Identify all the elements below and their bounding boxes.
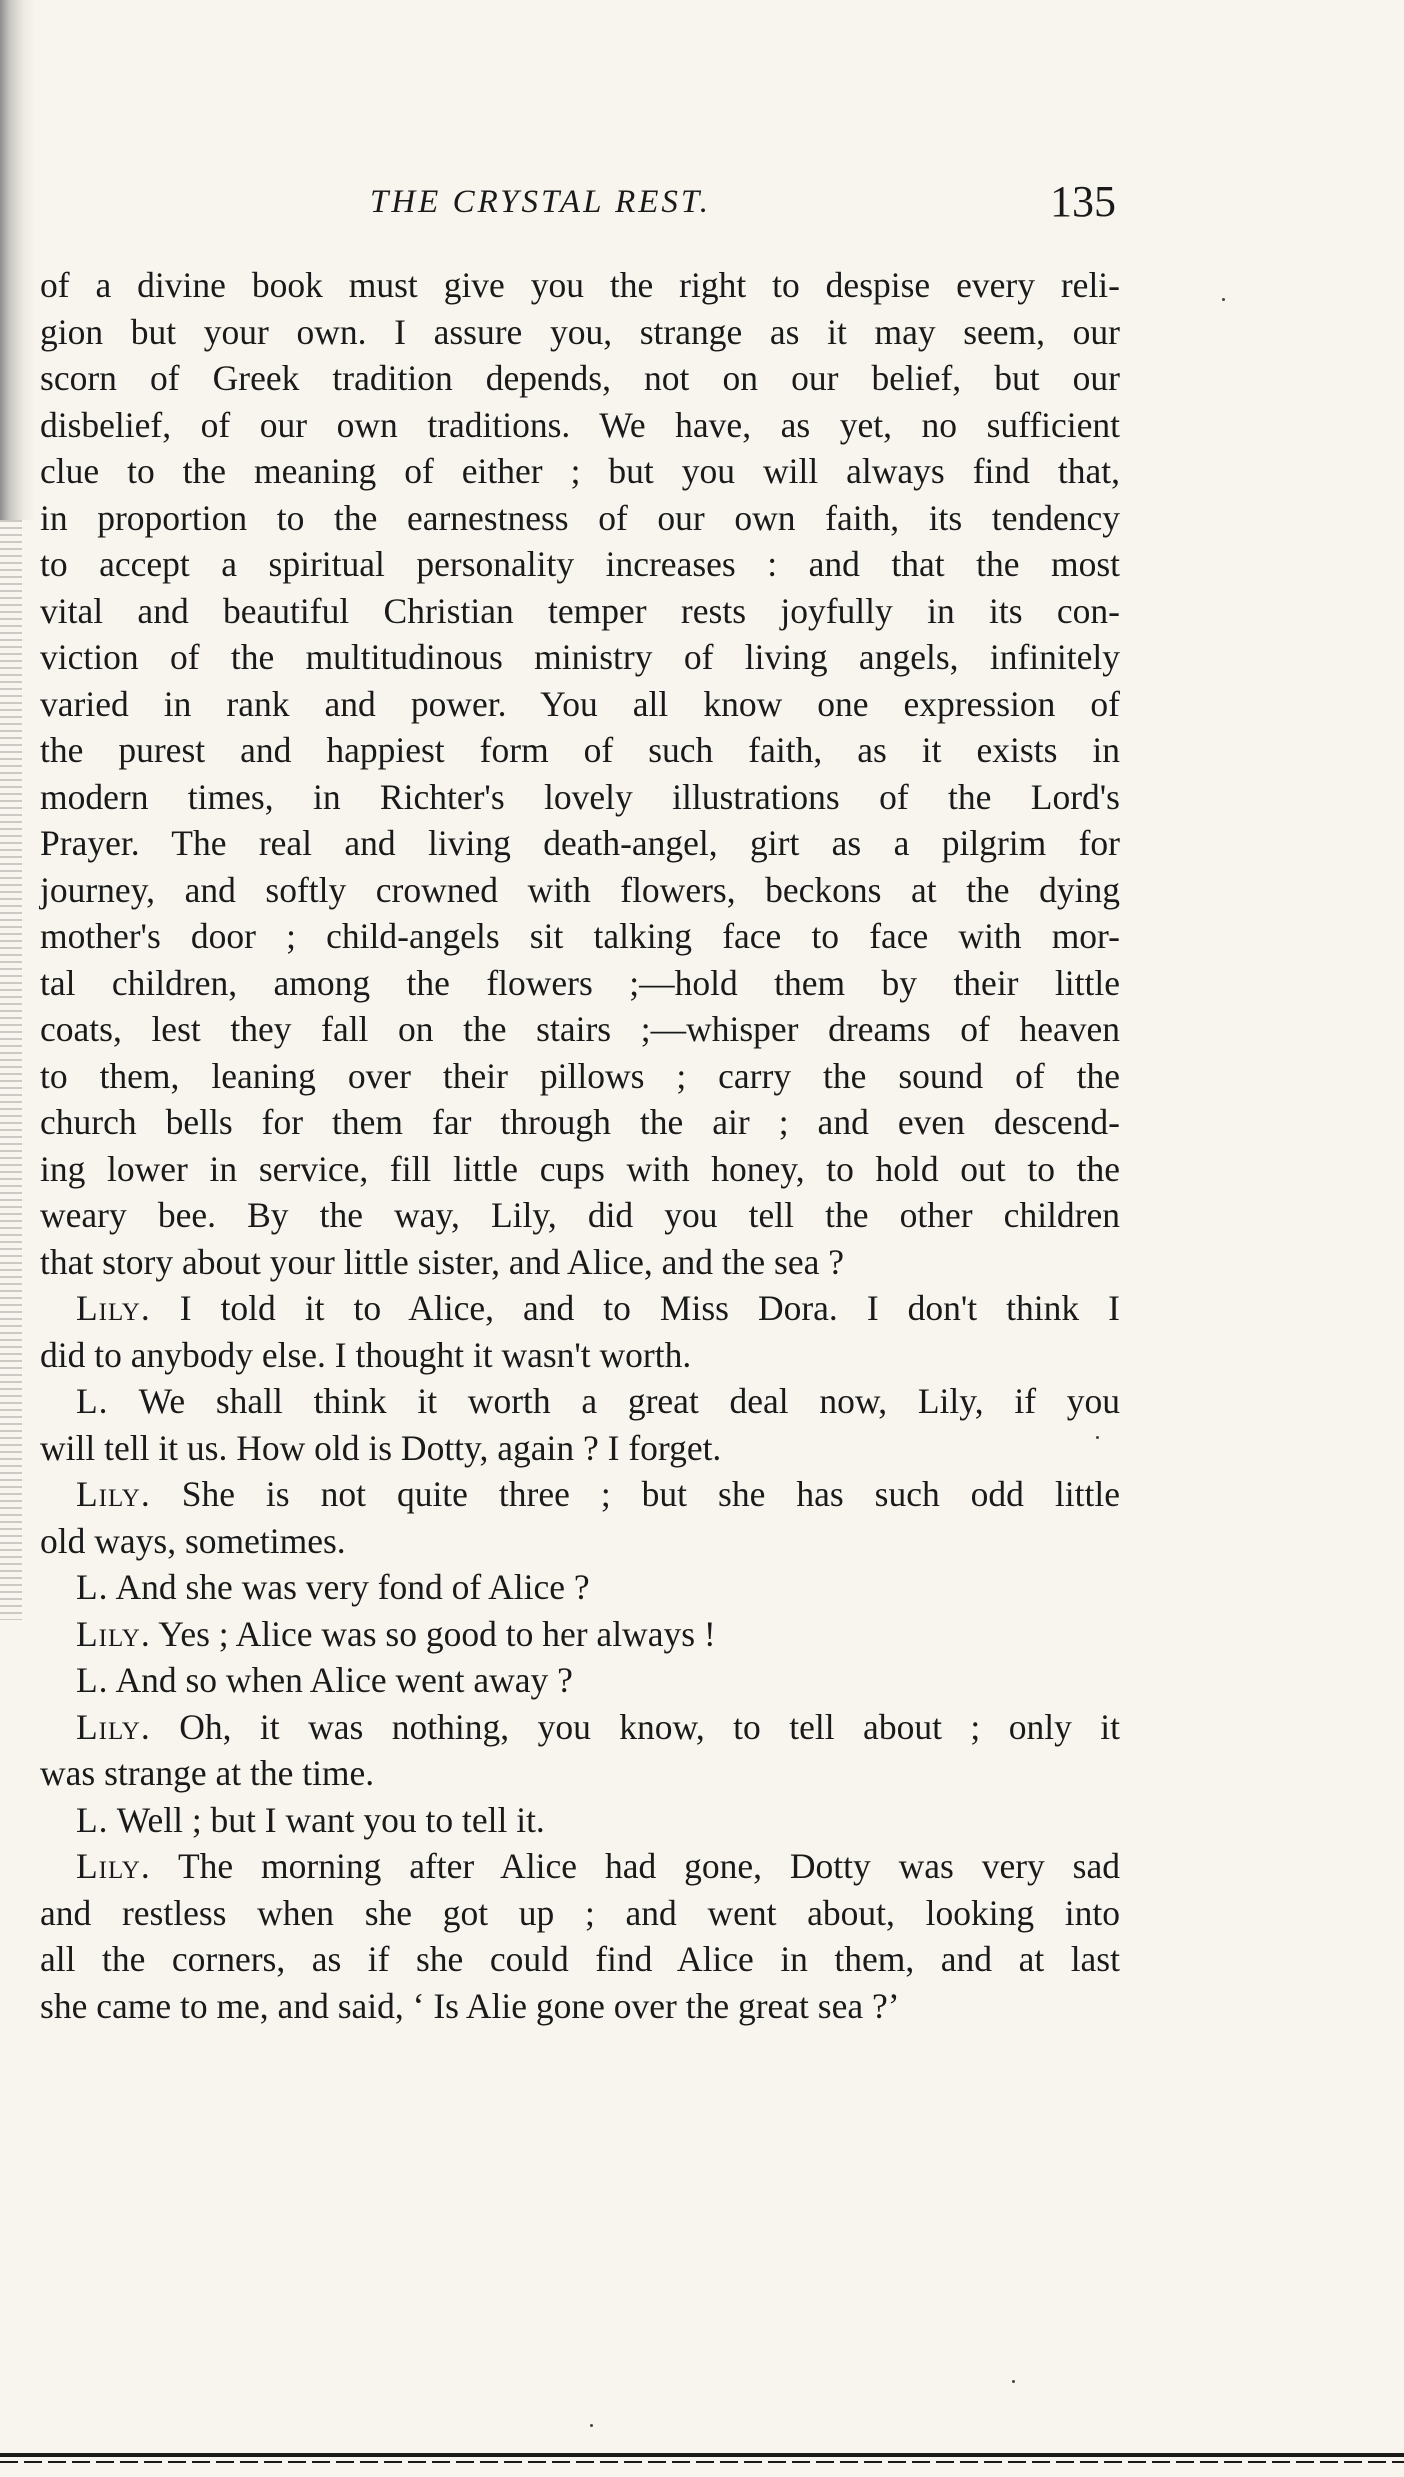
page-bottom-edge-dashed xyxy=(0,2461,1404,2463)
speaker-label: L. xyxy=(76,1660,109,1700)
speaker-label: Lily. xyxy=(76,1288,151,1328)
speech-text: And she was very fond of Alice ? xyxy=(115,1567,590,1607)
dialogue-line: and restless when she got up ; and went about, looking into xyxy=(40,1892,1120,1933)
page-bottom-edge xyxy=(0,2453,1404,2457)
paragraph-1 xyxy=(40,262,1120,1285)
text-line: vital and beautiful Christian temper rests joyfully in its con- xyxy=(40,590,1120,631)
speaker-label: Lily. xyxy=(76,1613,151,1654)
dialogue-l-1 xyxy=(40,1378,1120,1471)
dialogue-line: old ways, sometimes. xyxy=(40,1520,346,1561)
text-line: gion but your own. I assure you, strange as it may seem, our xyxy=(40,311,1120,352)
dialogue-line xyxy=(40,1378,1120,1425)
speech-text: The morning after Alice had gone, Dotty was very sad xyxy=(177,1846,1120,1886)
paper-speck xyxy=(1096,1436,1099,1439)
dialogue-line xyxy=(40,1564,1120,1611)
text-line: of a divine book must give you the right to despise every reli- xyxy=(40,265,1120,305)
text-line: to accept a spiritual personality increases : and that the most xyxy=(40,544,1120,584)
speaker-label: L. xyxy=(76,1567,109,1607)
text-line: in proportion to the earnestness of our own faith, its tendency xyxy=(40,497,1120,538)
text-line: coats, lest they fall on the stairs ;—whisper dreams of heaven xyxy=(40,1009,1120,1049)
page-body xyxy=(40,262,1120,2029)
speaker-label: Lily. xyxy=(76,1706,151,1747)
text-line: the purest and happiest form of such faith, as it exists in xyxy=(40,730,1120,770)
speech-text: Oh, it was nothing, you know, to tell about ; only it xyxy=(179,1706,1120,1747)
text-line: viction of the multitudinous ministry of living angels, infinitely xyxy=(40,637,1120,677)
speech-text: Yes ; Alice was so good to her always ! xyxy=(158,1613,716,1654)
dialogue-line: was strange at the time. xyxy=(40,1753,375,1793)
dialogue-line xyxy=(40,1843,1120,1890)
page-header xyxy=(36,176,1116,236)
dialogue-line xyxy=(40,1797,1120,1844)
paper-speck xyxy=(590,2424,593,2427)
dialogue-line xyxy=(40,1611,1120,1658)
paper-speck xyxy=(1012,2380,1015,2383)
text-line: weary bee. By the way, Lily, did you tell the other children xyxy=(40,1195,1120,1235)
speaker-label: L. xyxy=(76,1381,109,1421)
binding-shadow xyxy=(0,520,22,1620)
speech-text: And so when Alice went away ? xyxy=(115,1660,573,1700)
running-title: THE CRYSTAL REST. xyxy=(370,184,712,220)
speech-text: Well ; but I want you to tell it. xyxy=(116,1799,545,1840)
text-line: mother's door ; child-angels sit talking face to face with mor- xyxy=(40,916,1120,956)
dialogue-lily-5 xyxy=(40,1843,1120,2029)
text-line: Prayer. The real and living death-angel, girt as a pilgrim for xyxy=(40,823,1120,863)
dialogue-l-4 xyxy=(40,1797,1120,1844)
speech-text: She is not quite three ; but she has such odd little xyxy=(181,1474,1120,1514)
dialogue-lily-2 xyxy=(40,1471,1120,1564)
dialogue-line: she came to me, and said, ‘ Is Alie gone over the great sea ?’ xyxy=(40,1985,900,2026)
page-number: 135 xyxy=(1050,177,1116,226)
dialogue-line xyxy=(40,1704,1120,1751)
text-line: that story about your little sister, and Alice, and the sea ? xyxy=(40,1241,845,1282)
text-line: ing lower in service, fill little cups with honey, to hold out to the xyxy=(40,1148,1120,1189)
dialogue-line xyxy=(40,1657,1120,1704)
dialogue-lily-1 xyxy=(40,1285,1120,1378)
dialogue-line: will tell it us. How old is Dotty, again ? I forget. xyxy=(40,1427,722,1468)
dialogue-line xyxy=(40,1471,1120,1518)
speech-text: We shall think it worth a great deal now, Lily, if you xyxy=(138,1381,1121,1421)
dialogue-l-2 xyxy=(40,1564,1120,1611)
speaker-label: L. xyxy=(76,1799,109,1840)
binding-edge xyxy=(0,0,36,520)
dialogue-line: did to anybody else. I thought it wasn't worth. xyxy=(40,1334,692,1375)
text-line: journey, and softly crowned with flowers, beckons at the dying xyxy=(40,869,1120,910)
text-line: varied in rank and power. You all know one expression of xyxy=(40,683,1120,724)
paper-speck xyxy=(1222,298,1225,301)
dialogue-l-3 xyxy=(40,1657,1120,1704)
text-line: to them, leaning over their pillows ; carry the sound of the xyxy=(40,1055,1120,1096)
dialogue-line xyxy=(40,1285,1120,1332)
speaker-label: Lily. xyxy=(76,1846,151,1886)
dialogue-line: all the corners, as if she could find Alice in them, and at last xyxy=(40,1939,1120,1979)
text-line: disbelief, of our own traditions. We have, as yet, no sufficient xyxy=(40,404,1120,445)
text-line: scorn of Greek tradition depends, not on our belief, but our xyxy=(40,358,1120,398)
text-line: tal children, among the flowers ;—hold them by their little xyxy=(40,962,1120,1003)
text-line: modern times, in Richter's lovely illustrations of the Lord's xyxy=(40,776,1120,817)
dialogue-lily-3 xyxy=(40,1611,1120,1658)
speech-text: I told it to Alice, and to Miss Dora. I don't think I xyxy=(179,1288,1120,1328)
speaker-label: Lily. xyxy=(76,1474,151,1514)
text-line: church bells for them far through the air ; and even descend- xyxy=(40,1102,1120,1142)
text-line: clue to the meaning of either ; but you will always find that, xyxy=(40,451,1120,491)
dialogue-lily-4 xyxy=(40,1704,1120,1797)
